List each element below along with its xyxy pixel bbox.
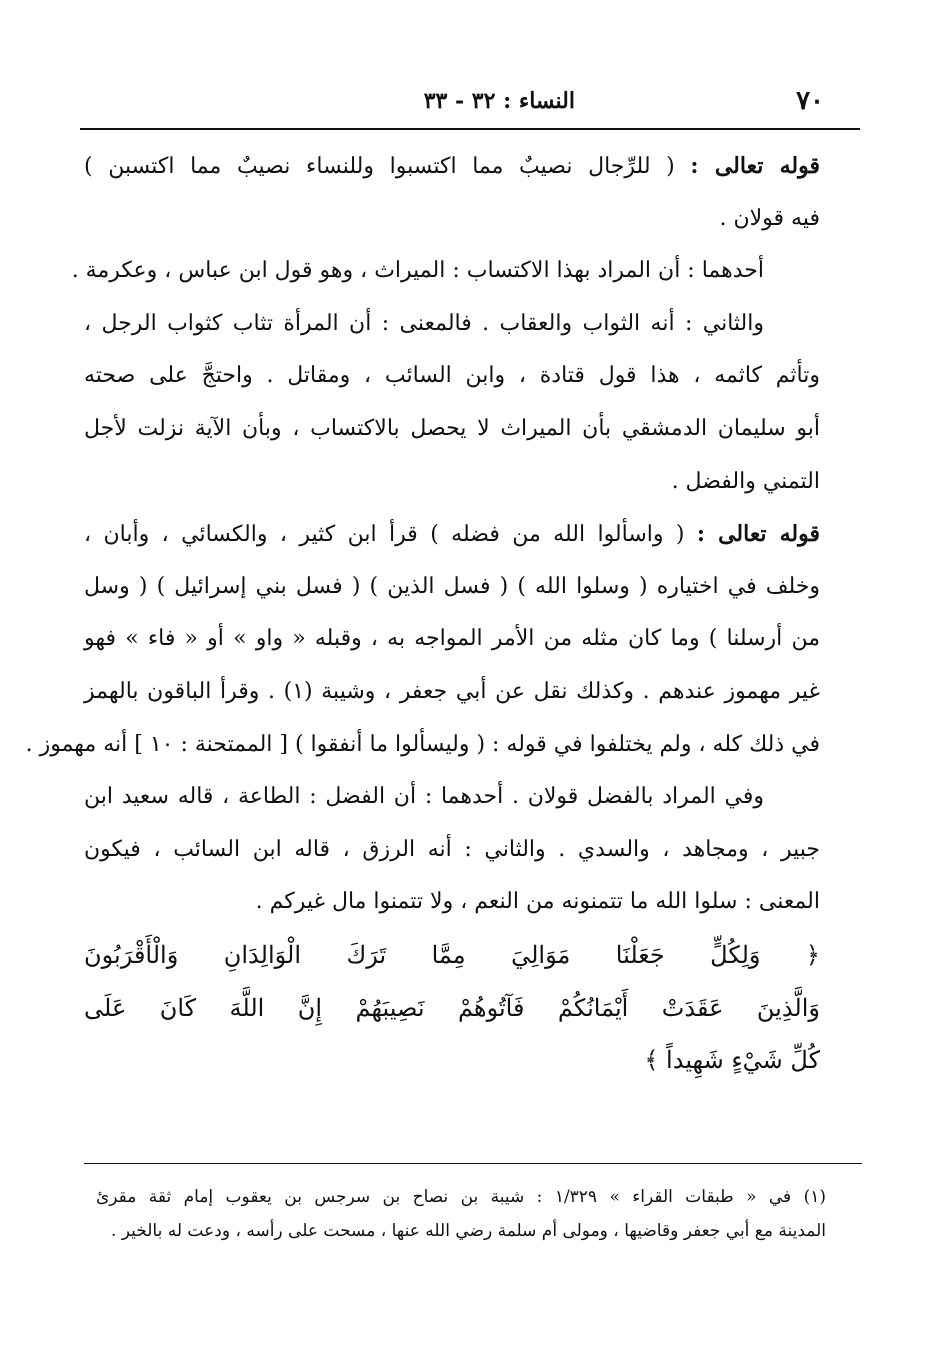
text-line [84,140,820,193]
text-line: وخلف في اختياره ( وسلوا الله ) ( فسل الذين ) ( فسل بني إسرائيل ) ( وسل [84,573,820,599]
paragraph-lead: قوله تعالى : [696,521,820,548]
text-line: فيه قولان . [719,205,820,231]
text-line: التمني والفضل . [671,468,820,494]
quran-verse-33 [84,929,820,1087]
footnote-line: (١) في « طبقات القراء » ١/٣٢٩ : شيبة بن نصاح بن سرجس بن يعقوب إمام ثقة مقرئ [96,1187,826,1207]
text-line [84,508,820,561]
paragraph-readings [25,508,820,771]
body-text [25,140,820,1087]
page-number: ٧٠ [796,86,824,116]
footnote-rule [84,1163,862,1164]
text-line: وفي المراد بالفضل قولان . أحدهما : أن الفضل : الطاعة ، قاله سعيد ابن [84,784,764,810]
text-line: والثاني : أنه الثواب والعقاب . فالمعنى : أن المرأة تثاب كثواب الرجل ، [84,310,764,336]
text-line: المعنى : سلوا الله ما تتمنونه من النعم ، ولا تتمنوا مال غيركم . [255,889,820,915]
header-rule [80,128,860,130]
paragraph-second-opinion [84,298,820,508]
text-line: أحدهما : أن المراد بهذا الاكتساب : الميراث ، وهو قول ابن عباس ، وعكرمة . [71,258,764,284]
verse-line: وَالَّذِينَ عَقَدَتْ أَيْمَانُكُمْ فَآتُوهُمْ نَصِيبَهُمْ إِنَّ اللَّهَ كَانَ عَلَى [84,993,820,1022]
verse-line: كُلِّ شَيْءٍ شَهِيداً ﴾ [644,1046,820,1075]
paragraph-verse-32-intro [84,140,820,245]
text-line: وتأثم كاثمه ، هذا قول قتادة ، وابن السائب ، ومقاتل . واحتجَّ على صحته [84,363,820,389]
running-title: النساء : ٣٢ - ٣٣ [423,88,575,114]
text-line: غير مهموز عندهم . وكذلك نقل عن أبي جعفر ، وشيبة (١) . وقرأ الباقون بالهمز [84,678,820,704]
line-text: ( واسألوا الله من فضله ) قرأ ابن كثير ، والكسائي ، وأبان ، [84,522,697,548]
text-line: أبو سليمان الدمشقي بأن الميراث لا يحصل بالاكتساب ، وبأن الآية نزلت لأجل [84,415,820,441]
paragraph-lead: قوله تعالى : [690,153,820,179]
footnotes [96,1180,826,1248]
footnote-line: المدينة مع أبي جعفر وقاضيها ، ومولى أم سلمة رضي الله عنها ، مسحت على رأسه ، ودعت له بالخير . [110,1221,826,1241]
page-header [80,84,860,124]
paragraph-meaning-of-fadl [84,771,820,929]
text-line: من أرسلنا ) وما كان مثله من الأمر المواجه به ، وقبله « واو » أو « فاء » فهو [84,626,820,652]
paragraph-first-opinion [71,245,820,298]
verse-line: ﴿ وَلِكُلٍّ جَعَلْنَا مَوَالِيَ مِمَّا تَرَكَ الْوَالِدَانِ وَالْأَقْرَبُونَ [84,940,820,969]
text-line: في ذلك كله ، ولم يختلفوا في قوله : ( وليسألوا ما أنفقوا ) [ الممتحنة : ١٠ ] أنه مهموز . [25,731,820,757]
text-line: جبير ، ومجاهد ، والسدي . والثاني : أنه الرزق ، قاله ابن السائب ، فيكون [84,836,820,862]
line-text: ( للرِّجال نصيبٌ مما اكتسبوا وللنساء نصيبٌ مما اكتسبن ) [84,154,691,179]
